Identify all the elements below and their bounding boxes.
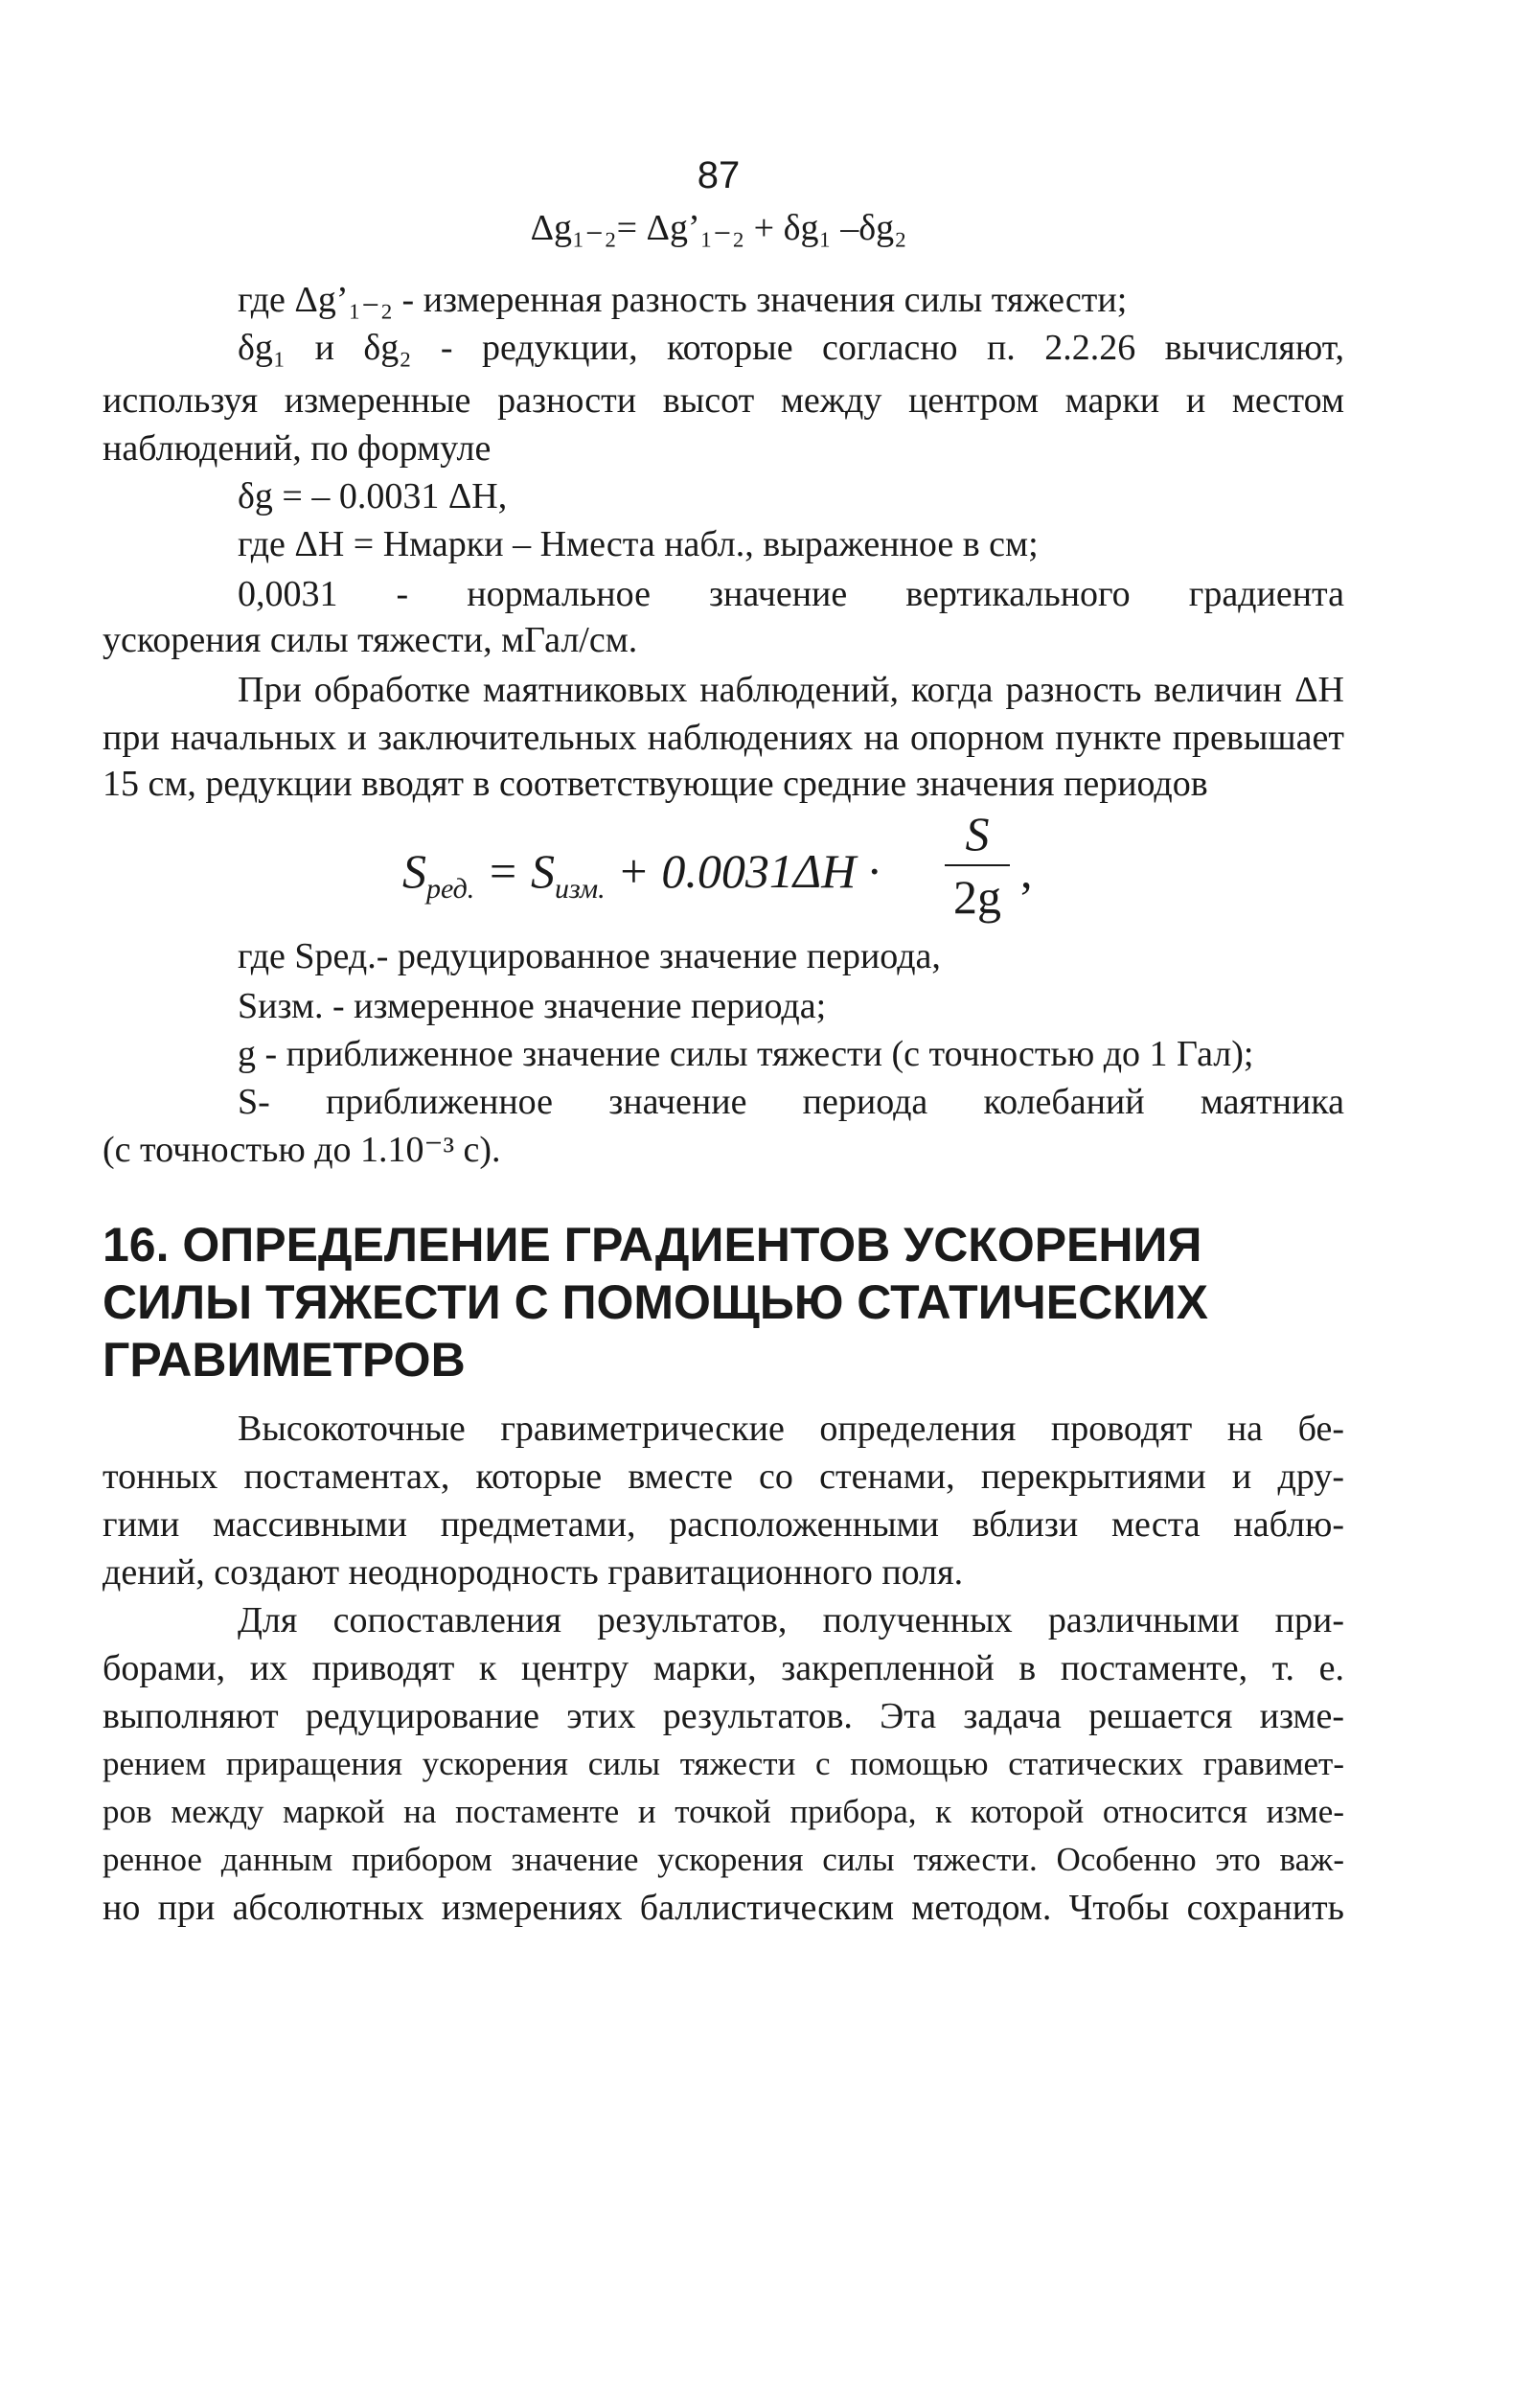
paragraph-line: тонных постаментах, которые вместе со стенами, перекрытиями и дру- xyxy=(103,1456,1344,1497)
fraction-numerator: S xyxy=(965,807,990,860)
fraction-denominator: 2g xyxy=(953,870,1001,924)
text-line: S- приближенное значение периода колебаний маятника xyxy=(238,1082,1344,1122)
text-line: ускорения силы тяжести, мГал/см. xyxy=(103,620,638,660)
formula-sub-reduced: ред. xyxy=(426,873,475,905)
formula-sub-measured: изм. xyxy=(555,873,606,905)
text-line: 0,0031 - нормальное значение вертикального градиента xyxy=(238,574,1344,614)
text-line: (с точностью до 1.10⁻³ с). xyxy=(103,1130,501,1170)
section-heading-line: ГРАВИМЕТРОВ xyxy=(103,1333,466,1387)
section-heading-line: 16. ОПРЕДЕЛЕНИЕ ГРАДИЕНТОВ УСКОРЕНИЯ xyxy=(103,1218,1202,1272)
text-line: δg₁ и δg₂ - редукции, которые согласно п. 2.2.26 вычисляют, xyxy=(238,328,1344,368)
paragraph-line: дений, создают неоднородность гравитационного поля. xyxy=(103,1552,964,1593)
paragraph-line: но при абсолютных измерениях баллистическим методом. Чтобы сохранить xyxy=(103,1888,1344,1928)
paragraph-line: гими массивными предметами, расположенными вблизи места наблю- xyxy=(103,1504,1344,1545)
paragraph-line: ренное данным прибором значение ускорения силы тяжести. Особенно это важ- xyxy=(103,1841,1344,1878)
paragraph-line: Для сопоставления результатов, полученных различными при- xyxy=(238,1600,1344,1640)
text-line: при начальных и заключительных наблюдениях на опорном пункте превышает xyxy=(103,718,1344,758)
formula-s-reduced: S xyxy=(402,844,426,898)
fraction-bar xyxy=(945,864,1010,866)
text-line: δg = – 0.0031 ΔH, xyxy=(238,476,508,516)
gravity-difference-formula: Δg₁₋₂= Δg’₁₋₂ + δg₁ –δg₂ xyxy=(530,208,907,248)
paragraph-line: борами, их приводят к центру марки, закрепленной в постаменте, т. е. xyxy=(103,1648,1344,1688)
text-line: наблюдений, по формуле xyxy=(103,428,492,469)
formula-fraction xyxy=(939,805,1016,926)
paragraph-line: рением приращения ускорения силы тяжести с помощью статических гравимет- xyxy=(103,1745,1344,1782)
period-reduction-formula xyxy=(402,805,1092,939)
text-line: где Sред.- редуцированное значение периода, xyxy=(238,936,941,976)
text-line: где Δg’₁₋₂ - измеренная разность значения силы тяжести; xyxy=(238,280,1128,320)
formula-s-measured: = S xyxy=(474,844,555,898)
formula-correction-term: + 0.0031ΔH · xyxy=(605,844,881,898)
text-line: g - приближенное значение силы тяжести (с точностью до 1 Гал); xyxy=(238,1034,1254,1074)
section-heading-line: СИЛЫ ТЯЖЕСТИ С ПОМОЩЬЮ СТАТИЧЕСКИХ xyxy=(103,1275,1209,1329)
text-line: где ΔH = Hмарки – Hместа набл., выраженное в см; xyxy=(238,524,1039,564)
text-line: Sизм. - измеренное значение периода; xyxy=(238,986,827,1026)
paragraph-line: Высокоточные гравиметрические определения проводят на бе- xyxy=(238,1409,1344,1449)
paragraph-line: ров между маркой на постаменте и точкой прибора, к которой относится изме- xyxy=(103,1793,1344,1830)
text-line: используя измеренные разности высот между центром марки и местом xyxy=(103,380,1344,421)
text-line: При обработке маятниковых наблюдений, когда разность величин ΔH xyxy=(238,670,1344,710)
page-number: 87 xyxy=(697,154,741,196)
paragraph-line: выполняют редуцирование этих результатов. Эта задача решается изме- xyxy=(103,1696,1344,1736)
formula-comma: , xyxy=(1020,844,1033,898)
text-line: 15 см, редукции вводят в соответствующие средние значения периодов xyxy=(103,764,1208,804)
